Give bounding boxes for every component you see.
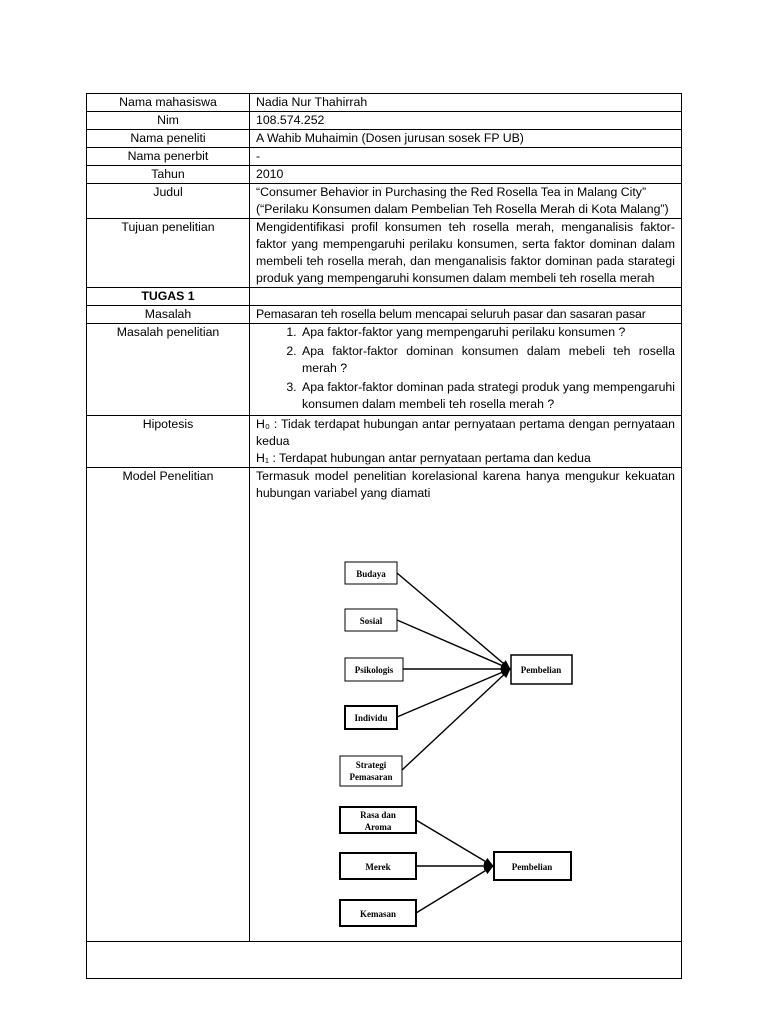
row-tahun — [87, 166, 682, 184]
label-kemasan: Kemasan — [360, 909, 396, 919]
judul-indonesian: (“Perilaku Konsumen dalam Pembelian Teh Rosella Merah di Kota Malang”) — [256, 202, 669, 216]
label-judul: Judul — [87, 184, 250, 219]
label-pembelian-1: Pembelian — [520, 665, 562, 675]
row-nama-mahasiswa — [87, 94, 682, 112]
label-hipotesis: Hipotesis — [87, 416, 250, 468]
research-question: 1. Apa faktor-faktor yang mempengaruhi perilaku konsumen ? — [300, 324, 675, 341]
label-nim: Nim — [87, 112, 250, 130]
value-nama-penerbit: - — [250, 148, 682, 166]
box-merek — [340, 853, 416, 879]
label-psikologis: Psikologis — [354, 665, 394, 675]
row-nama-penerbit — [87, 148, 682, 166]
research-question: 3. Apa faktor-faktor dominan pada strategi produk yang mempengaruhi konsumen dalam membeli teh rosella merah ? — [300, 379, 675, 413]
box-psikologis — [345, 658, 403, 681]
hypothesis-h0: H₀ : Tidak terdapat hubungan antar pernyataan pertama dengan pernyataan kedua — [256, 417, 675, 448]
value-nim: 108.574.252 — [250, 112, 682, 130]
value-masalah: Pemasaran teh rosella belum mencapai seluruh pasar dan sasaran pasar — [250, 306, 682, 324]
row-hipotesis — [87, 416, 682, 468]
value-hipotesis — [250, 416, 682, 468]
arrow-individu-pembelian — [397, 669, 510, 717]
research-question-list — [256, 324, 675, 413]
arrow-strategi-pembelian — [402, 669, 510, 770]
arrow-kemasan-pembelian — [416, 866, 493, 913]
arrow-rasa-pembelian — [416, 820, 493, 866]
label-strategi: Strategi — [355, 760, 387, 770]
row-judul — [87, 184, 682, 219]
value-tugas — [250, 288, 682, 306]
label-pemasaran: Pemasaran — [349, 772, 393, 782]
label-rasa-dan: Rasa dan — [360, 810, 396, 820]
label-tugas: TUGAS 1 — [87, 288, 250, 306]
label-masalah-penelitian: Masalah penelitian — [87, 324, 250, 416]
box-strategi-pemasaran — [340, 756, 402, 786]
label-merek: Merek — [365, 862, 391, 872]
label-pembelian-2: Pembelian — [511, 862, 553, 872]
row-nama-peneliti — [87, 130, 682, 148]
value-judul — [250, 184, 682, 219]
row-tujuan — [87, 219, 682, 288]
row-tugas — [87, 288, 682, 306]
label-nama-penerbit: Nama penerbit — [87, 148, 250, 166]
label-budaya: Budaya — [356, 569, 386, 579]
value-tahun: 2010 — [250, 166, 682, 184]
value-masalah-penelitian — [250, 324, 682, 416]
box-sosial — [345, 609, 397, 631]
box-rasa-aroma — [340, 807, 416, 833]
judul-english: “Consumer Behavior in Purchasing the Red Rosella Tea in Malang City” — [256, 185, 647, 199]
label-tahun: Tahun — [87, 166, 250, 184]
arrow-budaya-pembelian — [397, 573, 510, 669]
row-masalah-penelitian — [87, 324, 682, 416]
label-individu: Individu — [354, 713, 388, 723]
label-masalah: Masalah — [87, 306, 250, 324]
research-question: 2. Apa faktor-faktor dominan konsumen dalam mebeli teh rosella merah ? — [300, 343, 675, 377]
label-aroma: Aroma — [364, 822, 392, 832]
label-model: Model Penelitian — [87, 468, 250, 942]
arrow-sosial-pembelian — [397, 620, 510, 669]
research-model-diagram — [248, 545, 682, 935]
label-tujuan: Tujuan penelitian — [87, 219, 250, 288]
value-nama-peneliti: A Wahib Muhaimin (Dosen jurusan sosek FP UB) — [250, 130, 682, 148]
row-masalah — [87, 306, 682, 324]
box-kemasan — [340, 900, 416, 926]
box-pembelian-1 — [511, 655, 572, 684]
research-model-svg — [248, 545, 682, 935]
label-nama-mahasiswa: Nama mahasiswa — [87, 94, 250, 112]
label-nama-peneliti: Nama peneliti — [87, 130, 250, 148]
value-model: Termasuk model penelitian korelasional karena hanya mengukur kekuatan hubungan variabel yang diamati — [250, 468, 682, 942]
box-pembelian-2 — [494, 852, 571, 880]
box-budaya — [345, 562, 397, 584]
row-nim — [87, 112, 682, 130]
value-tujuan: Mengidentifikasi profil konsumen teh rosella merah, menganalisis faktor-faktor yang mempengaruhi perilaku konsumen, serta faktor dominan dalam membeli teh rosella merah, dan menganalisis faktor dominan pada starategi produk yang mempengaruhi konsumen dalam membeli teh rosella merah — [250, 219, 682, 288]
box-individu — [345, 706, 397, 729]
label-sosial: Sosial — [359, 616, 383, 626]
hypothesis-h1: H₁ : Terdapat hubungan antar pernyataan pertama dan kedua — [256, 451, 591, 465]
value-nama-mahasiswa: Nadia Nur Thahirrah — [250, 94, 682, 112]
